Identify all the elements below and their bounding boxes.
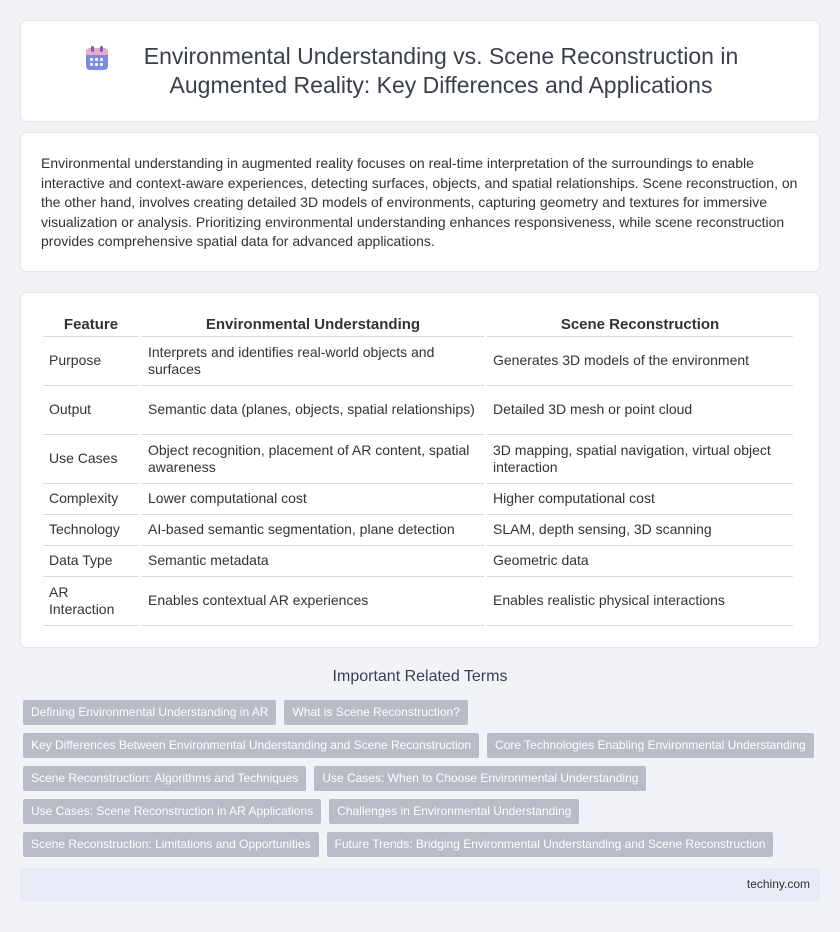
column-header-environmental-understanding: Environmental Understanding	[142, 315, 484, 337]
table-header-row	[43, 315, 793, 337]
related-term-tag[interactable]: Challenges in Environmental Understanding	[329, 799, 579, 824]
table-row	[43, 546, 793, 577]
table-cell-feature: Purpose	[43, 337, 139, 386]
related-term-tag[interactable]: What is Scene Reconstruction?	[284, 700, 467, 725]
column-header-feature: Feature	[43, 315, 139, 337]
table-cell-scene: Geometric data	[487, 546, 793, 577]
related-term-tag[interactable]: Use Cases: Scene Reconstruction in AR Applications	[23, 799, 321, 824]
table-row	[43, 435, 793, 484]
table-cell-scene: Higher computational cost	[487, 484, 793, 515]
related-term-tag[interactable]: Future Trends: Bridging Environmental Understanding and Scene Reconstruction	[327, 832, 774, 857]
table-row	[43, 515, 793, 546]
intro-card	[20, 132, 820, 272]
table-cell-environmental: Lower computational cost	[142, 484, 484, 515]
table-cell-scene: Enables realistic physical interactions	[487, 577, 793, 626]
related-term-tag[interactable]: Scene Reconstruction: Algorithms and Techniques	[23, 766, 306, 791]
document-icon	[84, 46, 110, 72]
table-row	[43, 386, 793, 435]
related-term-tag[interactable]: Scene Reconstruction: Limitations and Opportunities	[23, 832, 319, 857]
related-terms-list	[23, 700, 823, 865]
table-row	[43, 577, 793, 626]
table-cell-scene: Generates 3D models of the environment	[487, 337, 793, 386]
header-card	[20, 20, 820, 122]
comparison-table	[40, 315, 796, 626]
table-cell-feature: Complexity	[43, 484, 139, 515]
footer-site-link[interactable]: techiny.com	[746, 877, 810, 891]
table-row	[43, 337, 793, 386]
table-cell-environmental: Interprets and identifies real-world objects and surfaces	[142, 337, 484, 386]
related-term-tag[interactable]: Key Differences Between Environmental Understanding and Scene Reconstruction	[23, 733, 479, 758]
related-term-tag[interactable]: Use Cases: When to Choose Environmental Understanding	[314, 766, 646, 791]
related-terms-heading: Important Related Terms	[332, 668, 508, 685]
related-term-tag[interactable]: Defining Environmental Understanding in AR	[23, 700, 276, 725]
table-cell-environmental: Object recognition, placement of AR content, spatial awareness	[142, 435, 484, 484]
table-cell-scene: SLAM, depth sensing, 3D scanning	[487, 515, 793, 546]
table-row	[43, 484, 793, 515]
table-cell-feature: Output	[43, 386, 139, 435]
table-cell-feature: Data Type	[43, 546, 139, 577]
table-cell-scene: Detailed 3D mesh or point cloud	[487, 386, 793, 435]
intro-paragraph: Environmental understanding in augmented reality focuses on real-time interpretation of the surroundings to enable interactive and context-aware experiences, detecting surfaces, objects, and spatial relationships. Scene reconstruction, on the other hand, involves creating detailed 3D models of environments, capturing geometry and textures for immersive visualization or analysis. Prioritizing environmental understanding enhances responsiveness, while scene reconstruction provides comprehensive spatial data for advanced applications.	[41, 155, 798, 249]
column-header-scene-reconstruction: Scene Reconstruction	[487, 315, 793, 337]
page-title: Environmental Understanding vs. Scene Reconstruction in Augmented Reality: Key Differences and Applications	[143, 43, 739, 98]
table-cell-feature: Use Cases	[43, 435, 139, 484]
table-cell-environmental: Enables contextual AR experiences	[142, 577, 484, 626]
comparison-table-card	[20, 292, 820, 648]
table-cell-feature: Technology	[43, 515, 139, 546]
table-cell-environmental: AI-based semantic segmentation, plane detection	[142, 515, 484, 546]
table-cell-scene: 3D mapping, spatial navigation, virtual object interaction	[487, 435, 793, 484]
table-cell-environmental: Semantic metadata	[142, 546, 484, 577]
footer-bar	[20, 868, 820, 902]
table-cell-feature: AR Interaction	[43, 577, 139, 626]
table-cell-environmental: Semantic data (planes, objects, spatial relationships)	[142, 386, 484, 435]
related-term-tag[interactable]: Core Technologies Enabling Environmental Understanding	[487, 733, 814, 758]
